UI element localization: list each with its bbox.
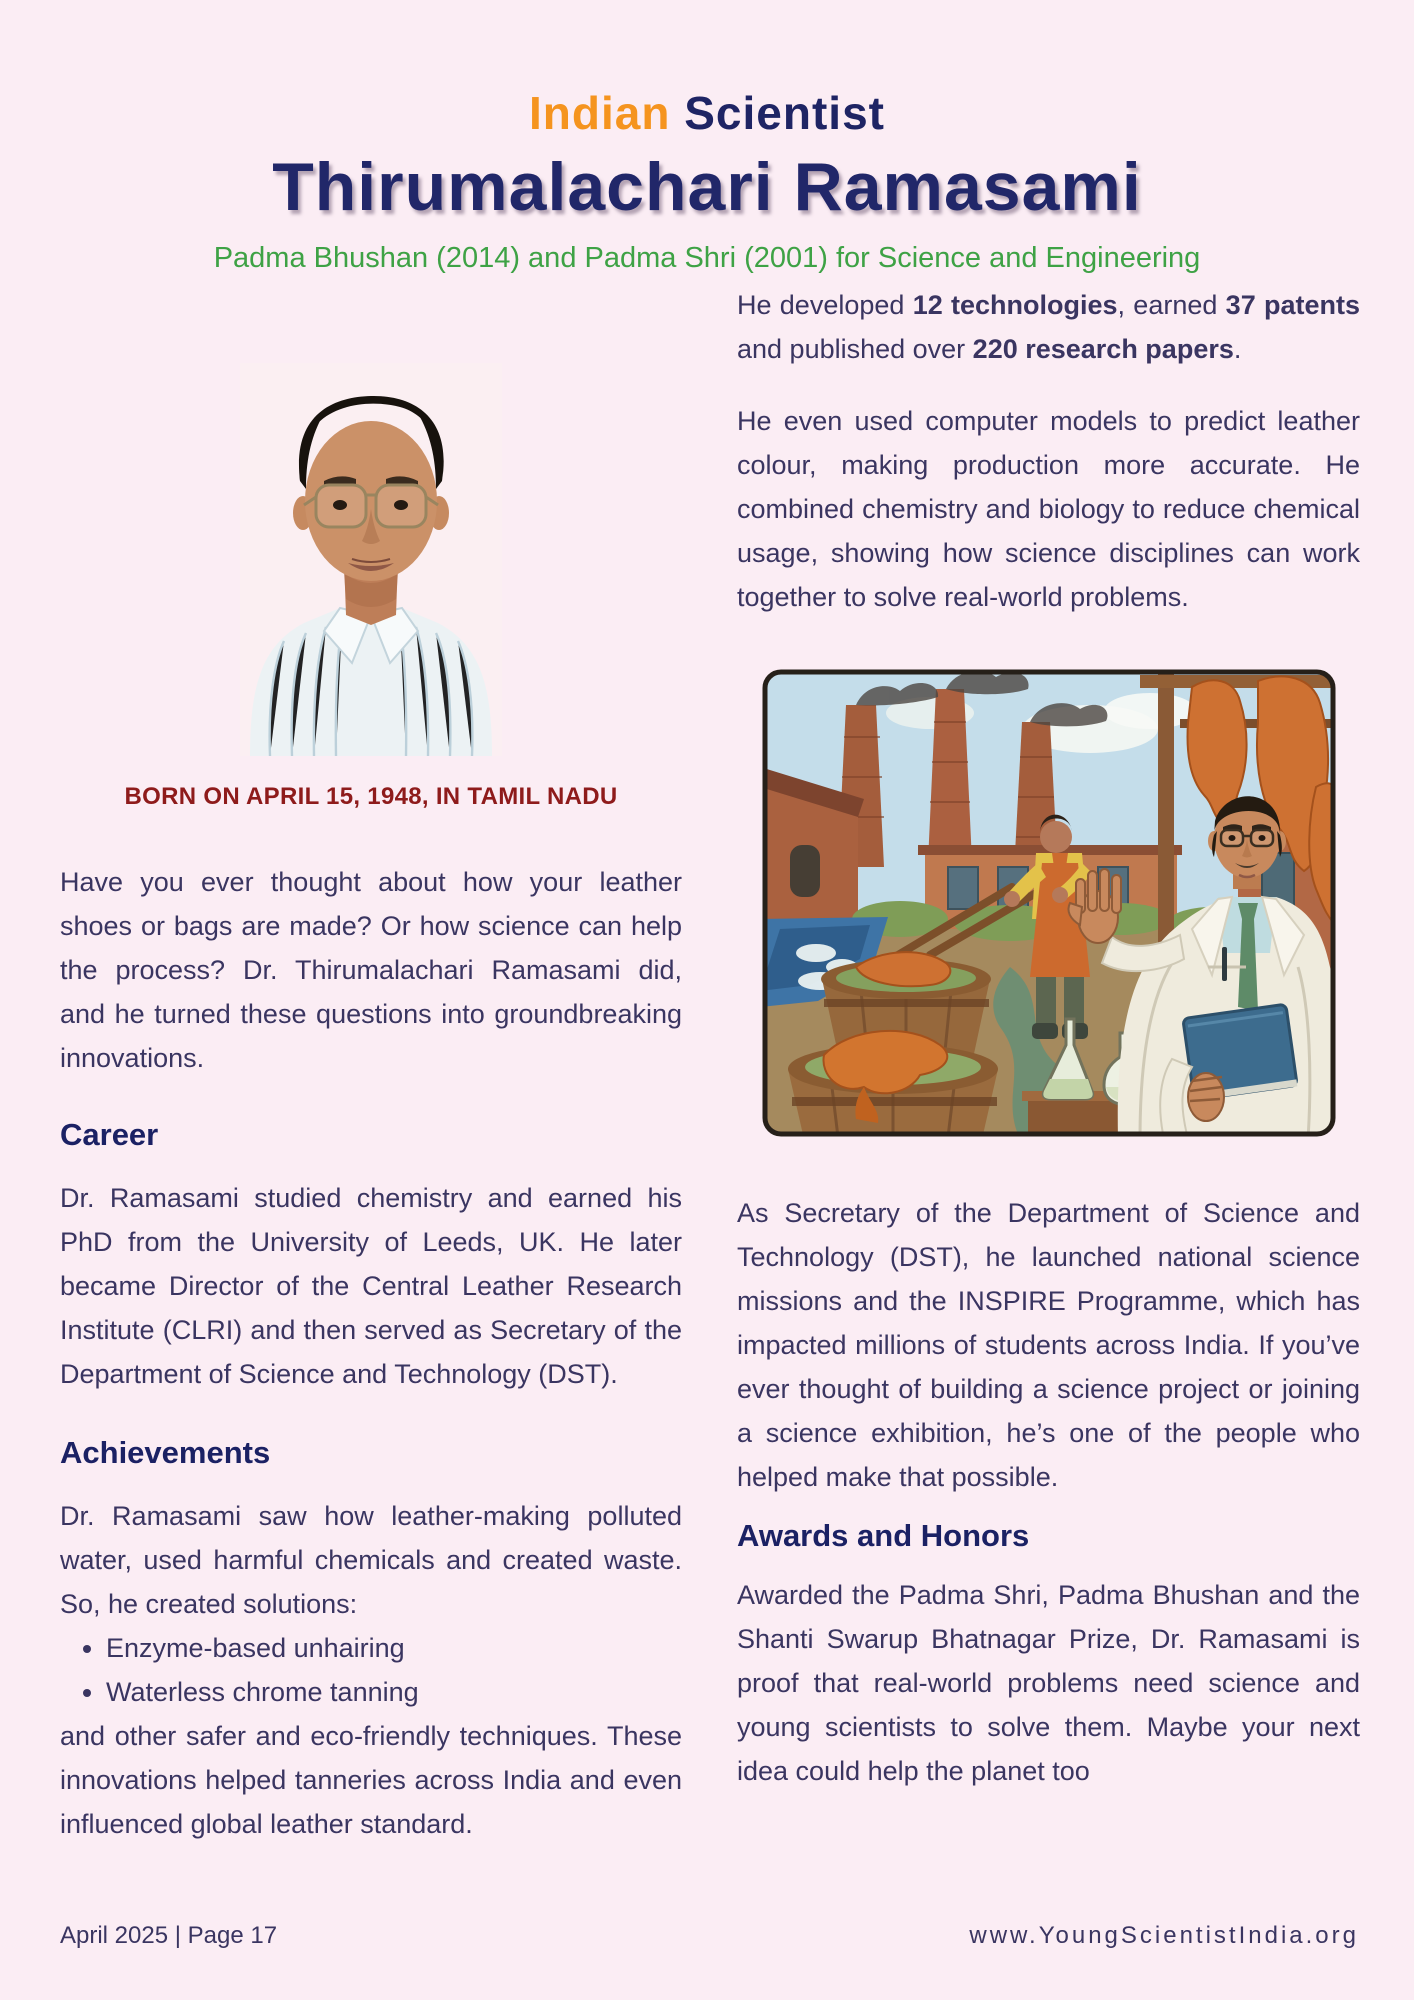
achievements-bullet-list	[60, 1626, 682, 1714]
awards-heading: Awards and Honors	[737, 1518, 1030, 1553]
dst-paragraph: As Secretary of the Department of Science and Technology (DST), he launched national science missions and the INSPIRE Programme, which has impacted millions of students across India. If you’ve ever thought of building a science project or joining a science exhibition, he’s one of the people who helped make that possible.	[737, 1198, 1360, 1492]
brand-word-scientist: Scientist	[684, 87, 885, 139]
career-paragraph: Dr. Ramasami studied chemistry and earned his PhD from the University of Leeds, UK. He later became Director of the Central Leather Research Institute (CLRI) and then served as Secretary of the Department of Science and Technology (DST).	[60, 1183, 682, 1389]
achievements-paragraph: Dr. Ramasami saw how leather-making polluted water, used harmful chemicals and created waste. So, he created solutions:	[60, 1501, 682, 1619]
page-subtitle: Padma Bhushan (2014) and Padma Shri (2001) for Science and Engineering	[213, 242, 1201, 274]
achievements-heading: Achievements	[60, 1435, 271, 1470]
footer-date-page: April 2025 | Page 17	[60, 1922, 278, 1949]
models-paragraph: He even used computer models to predict leather colour, making production more accurate. He combined chemistry and biology to reduce chemical usage, showing how science disciplines can work together to solve real-world problems.	[737, 406, 1360, 612]
portrait-photo	[240, 363, 502, 756]
awards-paragraph: Awarded the Padma Shri, Padma Bhushan and the Shanti Swarup Bhatnagar Prize, Dr. Ramasami is proof that real-world problems need science and young scientists to solve them. Maybe your next idea could help the planet too	[737, 1580, 1360, 1786]
career-heading: Career	[60, 1117, 159, 1152]
bullet-item: • Waterless chrome tanning	[106, 1670, 682, 1714]
left-column	[60, 283, 682, 1846]
born-caption: BORN ON APRIL 15, 1948, IN TAMIL NADU	[124, 783, 618, 810]
page-header	[0, 86, 1414, 275]
footer-website-link[interactable]: www.YoungScientistIndia.org	[969, 1922, 1359, 1949]
bullet-item: • Enzyme-based unhairing	[106, 1626, 682, 1670]
intro-paragraph: Have you ever thought about how your leather shoes or bags are made? Or how science can help the process? Dr. Thirumalachari Ramasami did, and he turned these questions into groundbreaking innovations.	[60, 867, 682, 1073]
page-title: Thirumalachari Ramasami	[272, 149, 1142, 225]
brand-word-indian: Indian	[529, 87, 671, 139]
stats-paragraph: He developed 12 technologies, earned 37 patents and published over 220 research papers.	[737, 290, 1360, 364]
right-column	[737, 283, 1360, 1793]
achievements-continued-paragraph: and other safer and eco-friendly techniques. These innovations helped tanneries across India and even influenced global leather standard.	[60, 1721, 682, 1839]
brand-line	[0, 86, 1414, 140]
tannery-illustration	[760, 667, 1338, 1139]
